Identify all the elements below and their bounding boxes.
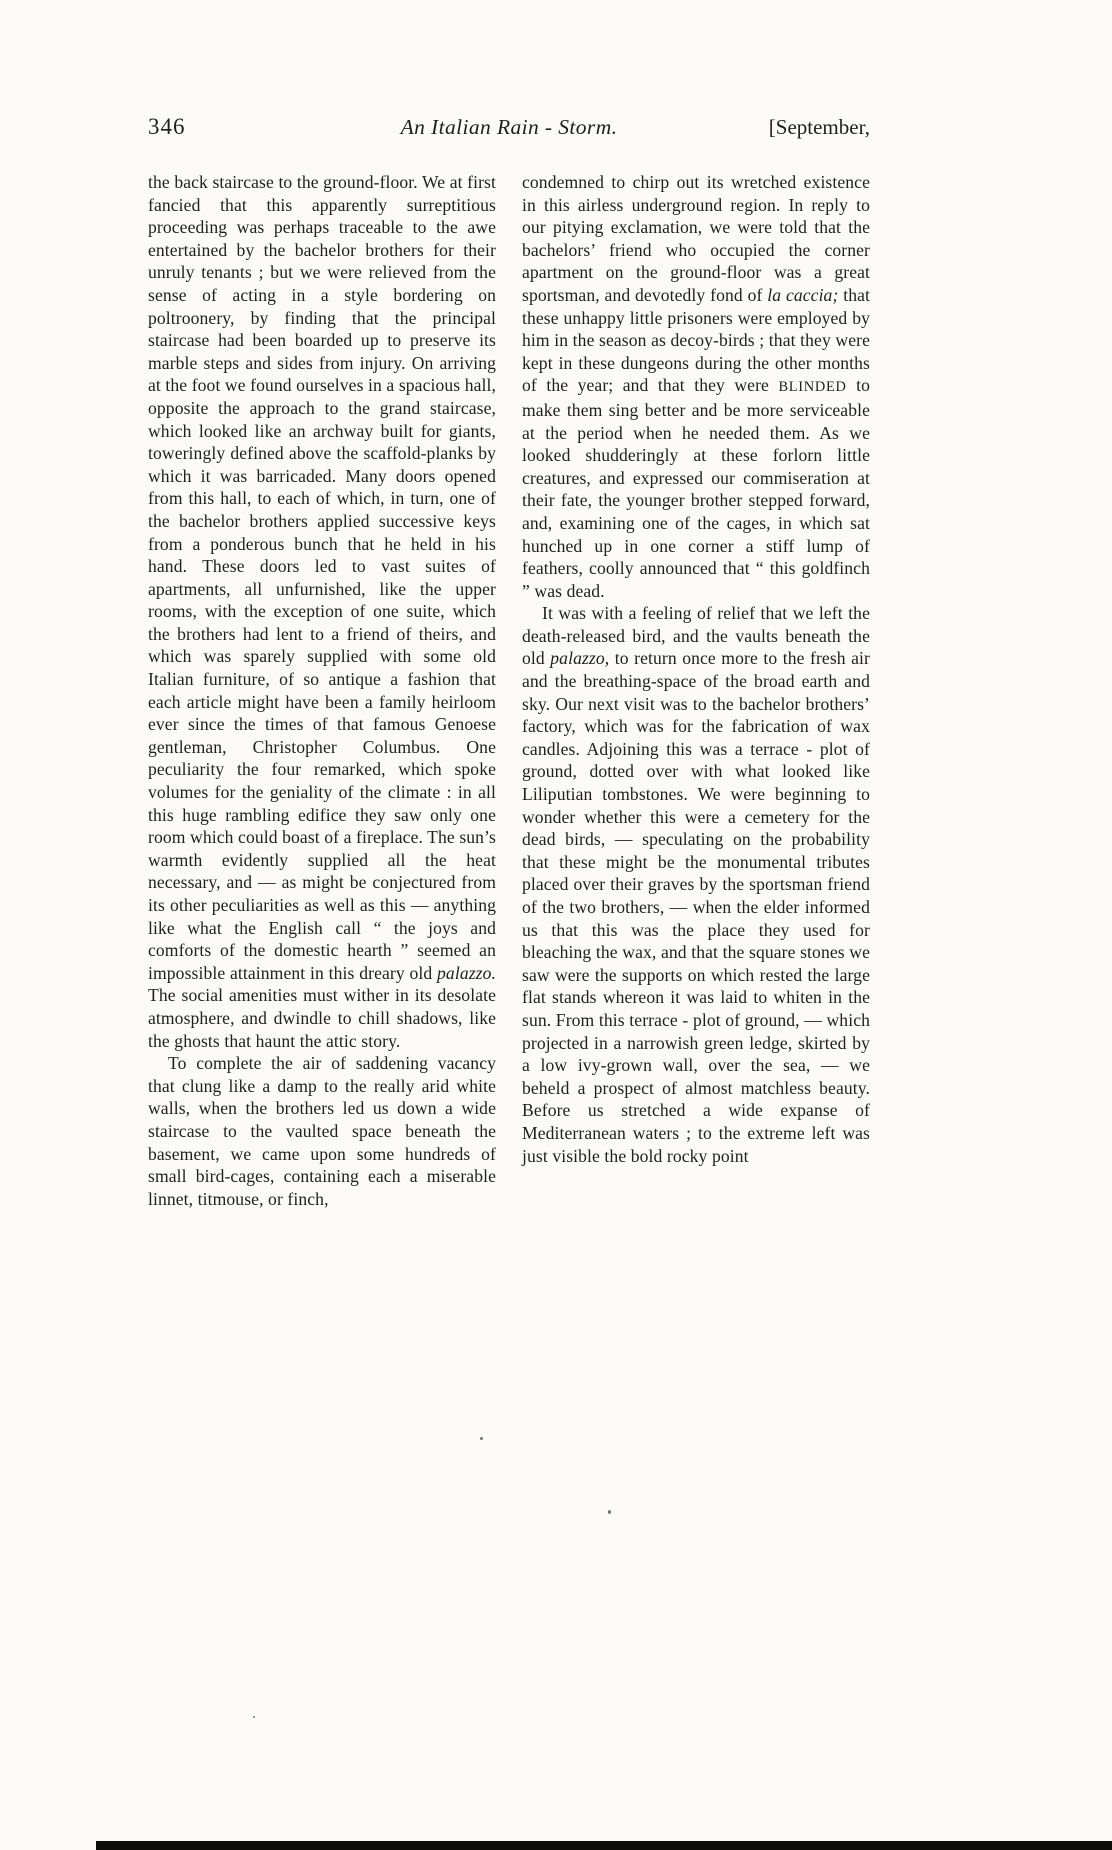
smallcaps-text: BLINDED [778, 379, 847, 396]
paragraph [148, 171, 496, 1052]
body-text: to make them sing better and be more serviceable at the period when he needed them. As we looked shudderingly at these forlorn little creatures, and expressed our commiseration at their fate, the younger brother stepped forward, and, examining one of the cages, in which sat hunched up in one corner a stiff lump of feathers, coolly announced that “ this goldfinch ” was dead. [522, 375, 870, 601]
running-title: An Italian Rain - Storm. [400, 115, 618, 139]
scan-speck [480, 1437, 483, 1440]
scan-speck [608, 1510, 611, 1514]
scan-edge-artifact [96, 1841, 1112, 1850]
body-text: condemned to chirp out its wretched existence in this airless underground region. In reply to our pitying exclamation, we were told that the bachelors’ friend who occupied the corner apartment on the ground-floor was a great sportsman, and devotedly fond of [522, 172, 870, 305]
right-column [522, 171, 870, 1210]
body-text: the back staircase to the ground-floor. We at first fancied that this apparently surreptitious proceeding was perhaps traceable to the awe entertained by the bachelor brothers for their unruly tenants ; but we were relieved from the sense of acting in a style bordering on poltroonery, by finding that the principal staircase had been boarded up to preserve its marble steps and sides from injury. On arriving at the foot we found ourselves in a spacious hall, opposite the approach to the grand staircase, which looked like an archway built for giants, toweringly defined above the scaffold-planks by which it was barricaded. Many doors opened from this hall, to each of which, in turn, one of the bachelor brothers applied successive keys from a ponderous bunch that he held in his hand. These doors led to vast suites of apartments, all unfurnished, like the upper rooms, with the exception of one suite, which the brothers had lent to a friend of theirs, and which was sparely supplied with some old Italian furniture, of so antique a fashion that each article might have been a family heirloom ever since the times of that famous Genoese gentleman, Christopher Columbus. One peculiarity the four remarked, which spoke volumes for the geniality of the climate : in all this huge rambling edifice they saw only one room which could boast of a fireplace. The sun’s warmth evidently supplied all the heat necessary, and — as might be conjectured from its other peculiarities as well as this — anything like what the English call “ the joys and comforts of the domestic hearth ” seemed an impossible attainment in this dreary old [148, 172, 496, 983]
text-columns [148, 171, 870, 1210]
body-text: To complete the air of saddening vacancy that clung like a damp to the really arid white walls, when the brothers led us down a wide staircase to the vaulted space beneath the basement, we came upon some hundreds of small bird-cages, containing each a miserable linnet, titmouse, or finch, [148, 1053, 496, 1209]
paragraph [522, 602, 870, 1167]
italic-text: palazzo. [437, 962, 496, 983]
body-text: It was with a feeling of relief that we left the death-released bird, and the vaults beneath the old [522, 603, 870, 669]
paragraph [148, 1052, 496, 1210]
body-text: to return once more to the fresh air and the breathing-space of the broad earth and sky. Our next visit was to the bachelor brothers’ factory, which was for the fabrication of wax candles. Adjoining this was a terrace - plot of ground, dotted over with what looked like Liliputian tombstones. We were beginning to wonder whether this were a cemetery for the dead birds, — speculating on the probability that these might be the monumental tributes placed over their graves by the sportsman friend of the two brothers, — when the elder informed us that this was the place they used for bleaching the wax, and that the square stones we saw were the supports on which rested the large flat stands whereon it was laid to whiten in the sun. From this terrace - plot of ground, — which projected in a narrowish green ledge, skirted by a low ivy-grown wall, over the sea, — we beheld a prospect of almost matchless beauty. Before us stretched a wide expanse of Mediterranean waters ; to the extreme left was just visible the bold rocky point [522, 648, 870, 1166]
page-header [148, 114, 870, 140]
body-text: The social amenities must wither in its desolate atmosphere, and dwindle to chill shadows, like the ghosts that haunt the attic story. [148, 985, 496, 1051]
left-column [148, 171, 496, 1210]
page-number: 346 [148, 114, 186, 139]
scan-speck [253, 1716, 255, 1718]
italic-text: palazzo, [550, 648, 610, 669]
italic-text: la caccia; [767, 284, 839, 305]
body-text: that these unhappy little prisoners were employed by him in the season as decoy-birds ; that they were kept in these dungeons during the other months of the year; and that they were [522, 284, 871, 396]
paragraph [522, 171, 870, 602]
page-content [148, 114, 870, 1210]
issue-date: [September, [768, 115, 870, 139]
